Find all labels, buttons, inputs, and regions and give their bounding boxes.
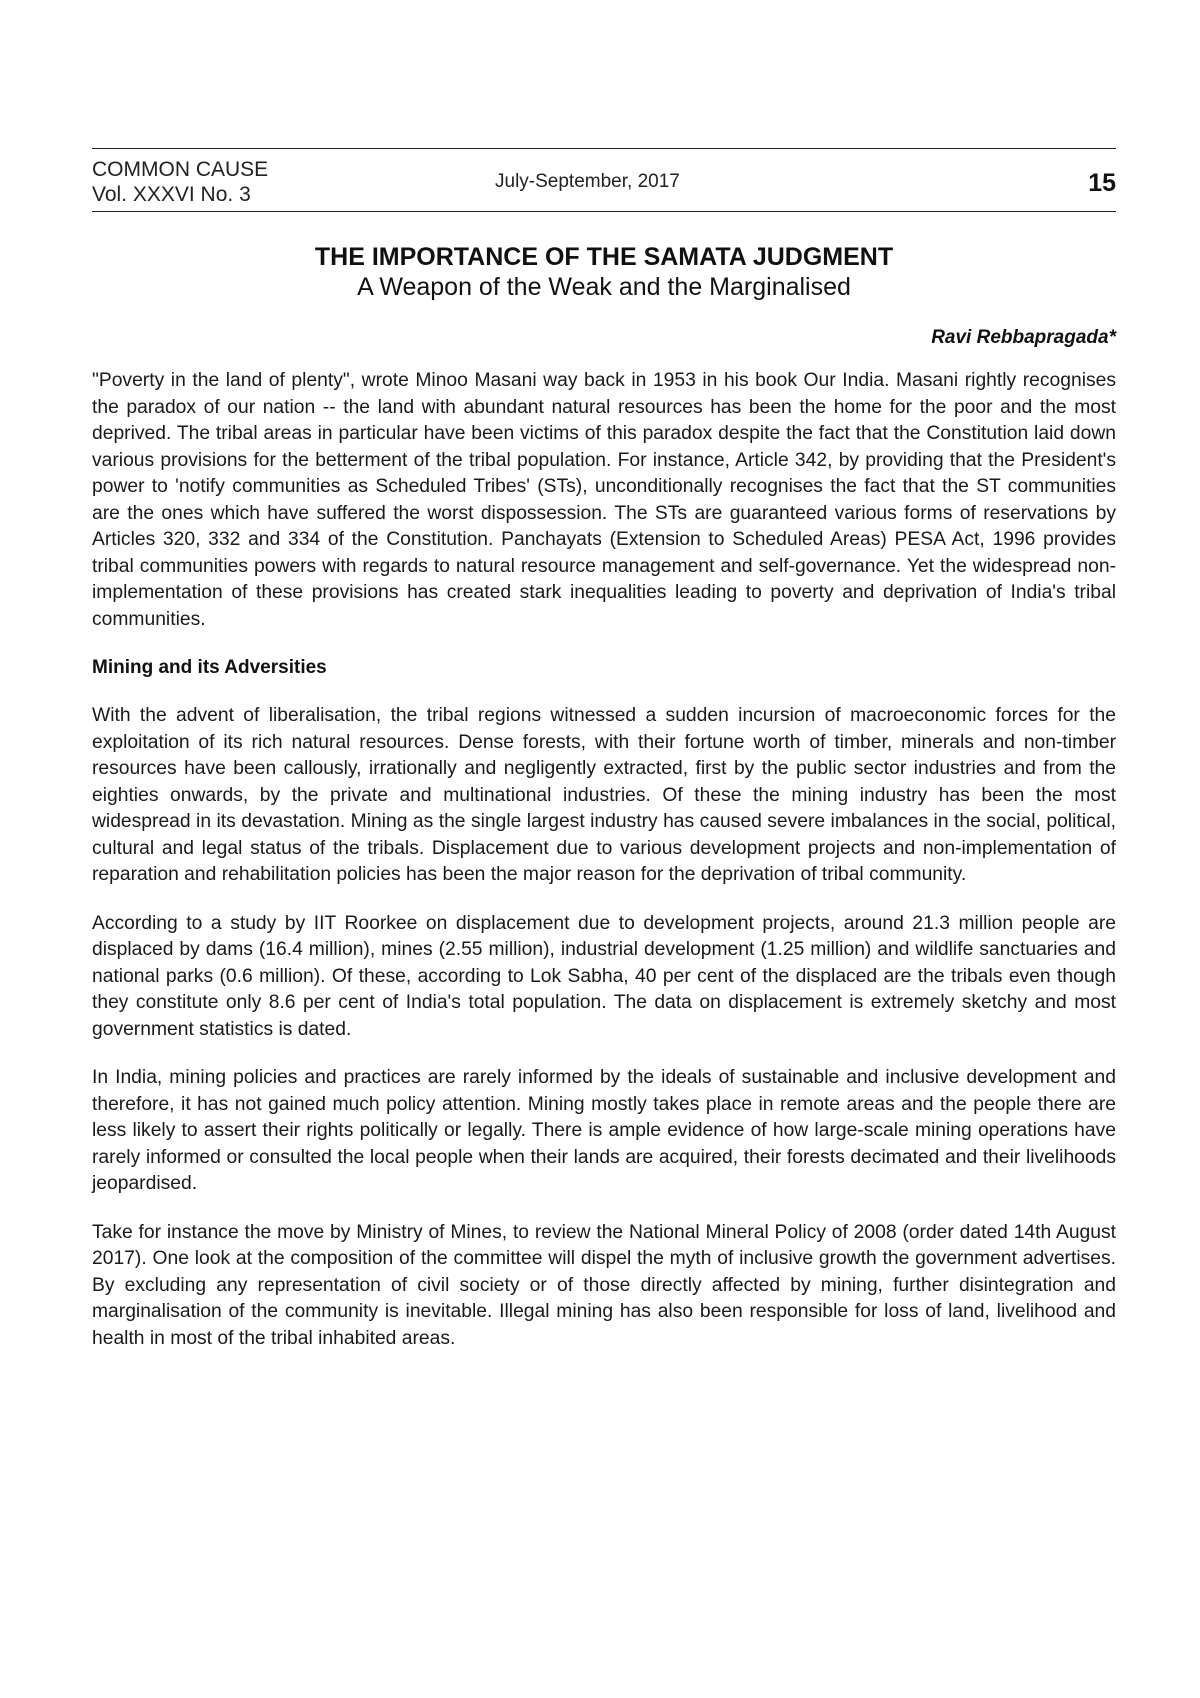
article-body — [92, 368, 1116, 1352]
article-titles — [92, 242, 1116, 302]
article-title: THE IMPORTANCE OF THE SAMATA JUDGMENT — [314, 243, 894, 271]
article-subtitle: A Weapon of the Weak and the Marginalised — [357, 273, 851, 301]
paragraph: "Poverty in the land of plenty", wrote Minoo Masani way back in 1953 in his book Our India. Masani rightly recognises the paradox of our nation -- the land with abundant natural resources has been the home for the poor and the most deprived. The tribal areas in particular have been victims of this paradox despite the fact that the Constitution laid down various provisions for the betterment of the tribal population. For instance, Article 342, by providing that the President's power to 'notify communities as Scheduled Tribes' (STs), unconditionally recognises the fact that the ST communities are the ones which have suffered the worst dispossession. The STs are guaranteed various forms of reservations by Articles 320, 332 and 334 of the Constitution. Panchayats (Extension to Scheduled Areas) PESA Act, 1996 provides tribal communities powers with regards to natural resource management and self-governance. Yet the widespread non-implementation of these provisions has created stark inequalities leading to poverty and deprivation of India's tribal communities. — [92, 370, 1116, 630]
paragraph: In India, mining policies and practices are rarely informed by the ideals of sustainable and inclusive development and therefore, it has not gained much policy attention. Mining mostly takes place in remote areas and the people there are less likely to assert their rights politically or legally. There is ample evidence of how large-scale mining operations have rarely informed or consulted the local people when their lands are acquired, their forests decimated and their livelihoods jeopardised. — [92, 1067, 1116, 1194]
page-header — [92, 148, 1116, 212]
article-author: Ravi Rebbapragada* — [931, 327, 1116, 348]
paragraph: According to a study by IIT Roorkee on displacement due to development projects, around 21.3 million people are displaced by dams (16.4 million), mines (2.55 million), industrial development (1.25 million) and wildlife sanctuaries and national parks (0.6 million). Of these, according to Lok Sabha, 40 per cent of the displaced are the tribals even though they constitute only 8.6 per cent of India's total population. The data on displacement is extremely sketchy and most government statistics is dated. — [92, 912, 1116, 1040]
volume-number: Vol. XXXVI No. 3 — [92, 183, 251, 206]
publication-info — [92, 157, 268, 207]
publication-name: COMMON CAUSE — [92, 158, 269, 181]
page-number: 15 — [1088, 169, 1116, 197]
paragraph: With the advent of liberalisation, the tribal regions witnessed a sudden incursion of macroeconomic forces for the exploitation of its rich natural resources. Dense forests, with their fortune worth of timber, minerals and non-timber resources have been callously, irrationally and negligently extracted, first by the public sector industries and from the eighties onwards, by the private and multinational industries. Of these the mining industry has been the most widespread in its devastation. Mining as the single largest industry has caused severe imbalances in the social, political, cultural and legal status of the tribals. Displacement due to various development projects and non-implementation of reparation and rehabilitation policies has been the major reason for the deprivation of tribal community. — [92, 705, 1116, 885]
issue-date: July-September, 2017 — [495, 171, 680, 192]
paragraph: Take for instance the move by Ministry of Mines, to review the National Mineral Policy of 2008 (order dated 14th August 2017). One look at the composition of the committee will dispel the myth of inclusive growth the government advertises. By excluding any representation of civil society or of those directly affected by mining, further disintegration and marginalisation of the community is inevitable. Illegal mining has also been responsible for loss of land, livelihood and health in most of the tribal inhabited areas. — [92, 1221, 1116, 1349]
document-page — [92, 148, 1116, 1374]
section-heading: Mining and its Adversities — [92, 657, 327, 678]
